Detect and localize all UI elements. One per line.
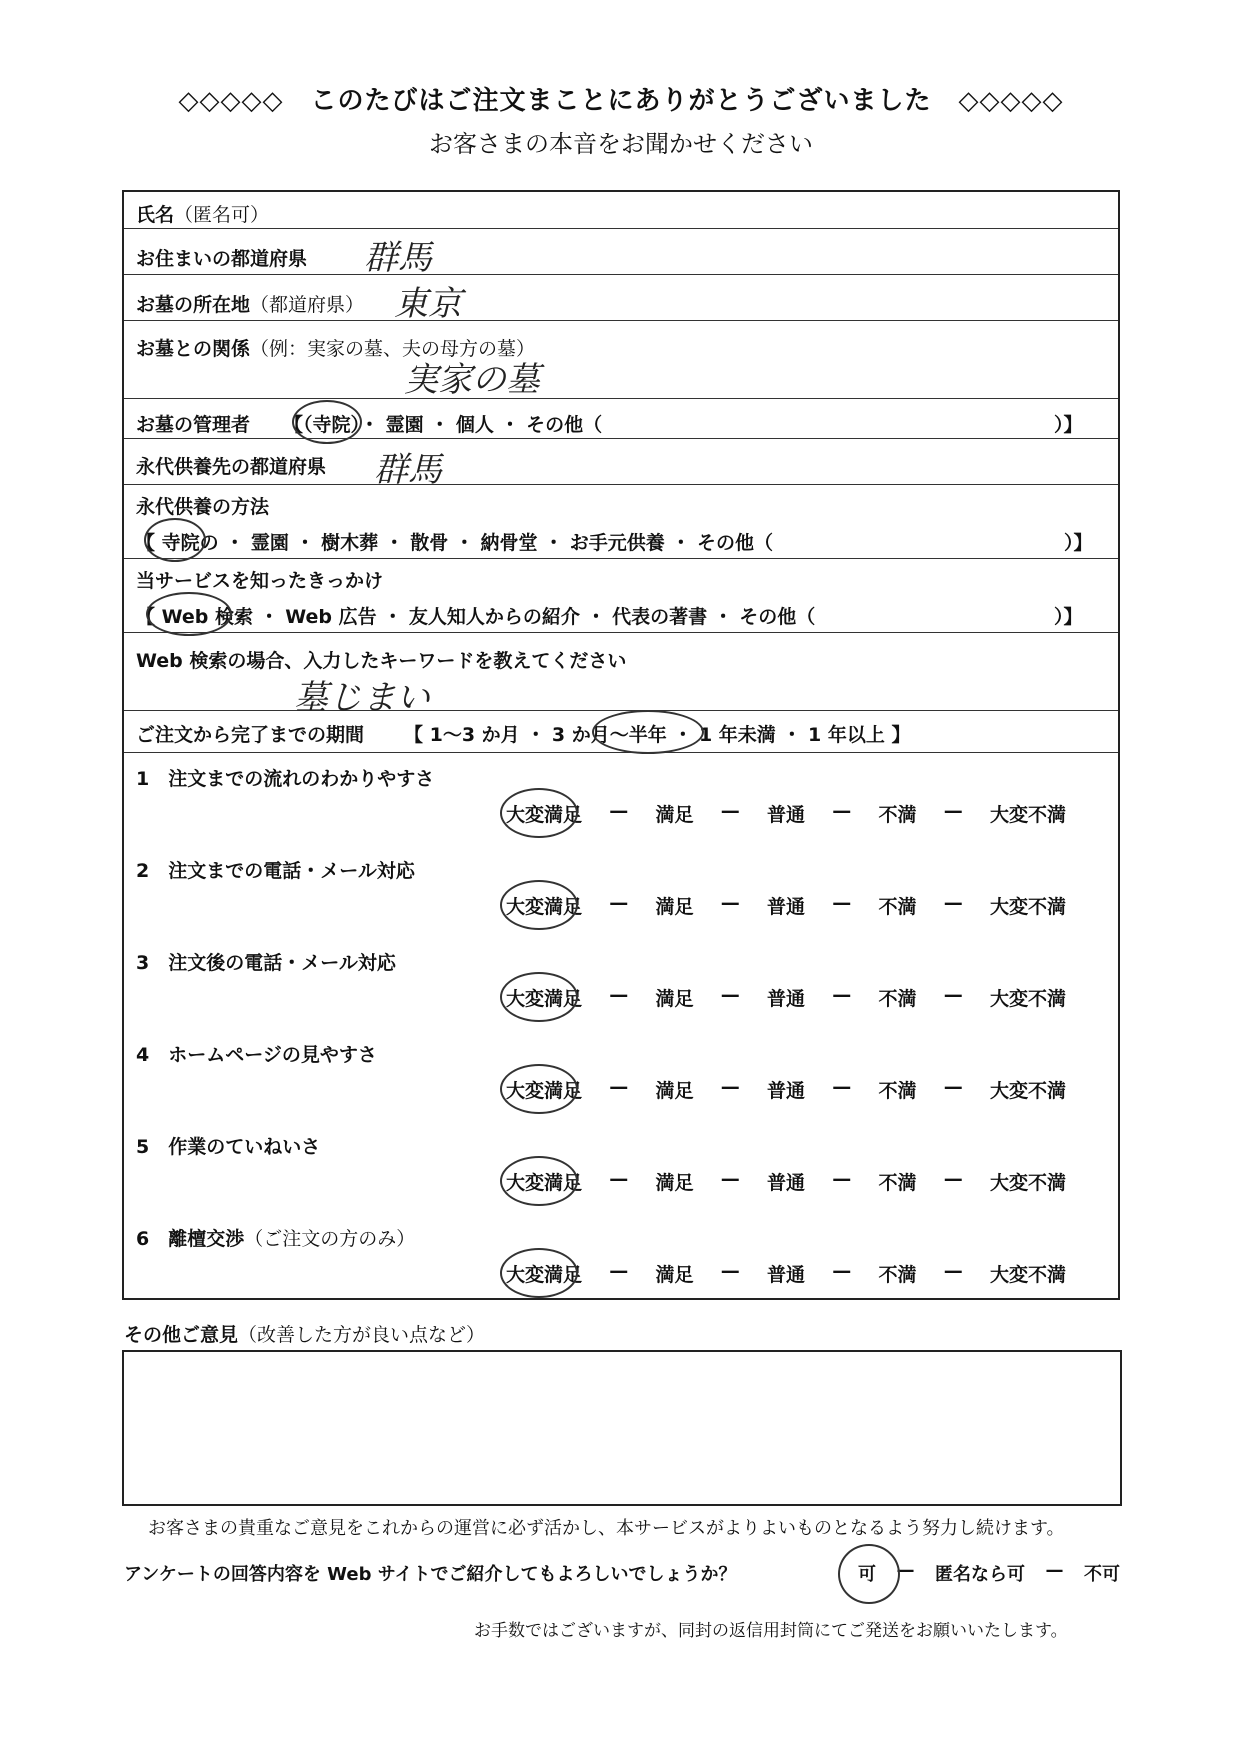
eitai-method-selected-circle: [144, 518, 206, 562]
dash: —: [1045, 1560, 1064, 1581]
return-note: お手数ではございますが、同封の返信用封筒にてご発送をお願いいたします。: [474, 1621, 1068, 1641]
option-neutral[interactable]: 普通: [766, 1172, 805, 1194]
dash: —: [609, 1168, 629, 1190]
rating-1-selected-circle: [500, 788, 578, 838]
comments-field-label: [124, 1320, 485, 1347]
rating-scale-5[interactable]: [506, 1168, 1066, 1195]
option-very-satisfied[interactable]: 大変満足: [506, 988, 583, 1010]
period-selected-circle: [592, 710, 704, 754]
name-field[interactable]: [136, 200, 269, 227]
row-divider: [124, 558, 1118, 559]
rating-scale-3[interactable]: [506, 984, 1066, 1011]
option-satisfied[interactable]: 満足: [655, 896, 694, 918]
option-satisfied[interactable]: 満足: [655, 1264, 694, 1286]
question-text: ホームページの見やすさ: [168, 1044, 377, 1066]
option-very-satisfied[interactable]: 大変満足: [506, 896, 583, 918]
dash: —: [720, 1168, 740, 1190]
keyword-value[interactable]: 墓じまい: [294, 678, 430, 718]
option-very-dissatisfied[interactable]: 大変不満: [989, 988, 1066, 1010]
dash: —: [943, 1260, 963, 1282]
rating-scale-2[interactable]: [506, 892, 1066, 919]
option-dissatisfied[interactable]: 不満: [878, 804, 917, 826]
rating-3-selected-circle: [500, 972, 578, 1022]
relation-label: お墓との関係: [136, 338, 251, 360]
option-neutral[interactable]: 普通: [766, 1080, 805, 1102]
comments-label: その他ご意見: [124, 1324, 239, 1346]
question-1: [136, 764, 434, 791]
row-divider: [124, 632, 1118, 633]
question-number: 1: [136, 768, 150, 790]
comments-note: （改善した方が良い点など）: [238, 1324, 486, 1346]
name-note: （匿名可）: [174, 204, 270, 226]
option-very-satisfied[interactable]: 大変満足: [506, 1264, 583, 1286]
eitai-method-close-bracket: ）】: [1064, 532, 1093, 554]
rating-4-selected-circle: [500, 1064, 578, 1114]
prefecture-label: お住まいの都道府県: [136, 248, 308, 270]
grave-location-label: お墓の所在地: [136, 294, 251, 316]
eitai-method-label: 永代供養の方法: [136, 496, 270, 518]
dash: —: [720, 800, 740, 822]
rating-6-selected-circle: [500, 1248, 578, 1298]
option-neutral[interactable]: 普通: [766, 804, 805, 826]
manager-selected-circle: [292, 400, 362, 444]
question-number: 5: [136, 1136, 150, 1158]
name-label: 氏名: [136, 204, 175, 226]
dash: —: [832, 1168, 852, 1190]
prefecture-value[interactable]: 群馬: [364, 238, 432, 278]
relation-value[interactable]: 実家の墓: [404, 360, 540, 400]
question-number: 3: [136, 952, 150, 974]
dash: —: [832, 892, 852, 914]
rating-scale-6[interactable]: [506, 1260, 1066, 1287]
grave-location-note: （都道府県）: [250, 294, 365, 316]
thanks-message: お客さまの貴重なご意見をこれからの運営に必ず活かし、本サービスがよりよいものとなるよう努力し続けます。: [148, 1518, 1065, 1539]
eitai-method-options[interactable]: 【 寺院の ・ 霊園 ・ 樹木葬 ・ 散骨 ・ 納骨堂 ・ お手元供養 ・ その他（: [136, 532, 773, 554]
option-satisfied[interactable]: 満足: [655, 988, 694, 1010]
question-text: 作業のていねいさ: [168, 1136, 321, 1158]
dash: —: [832, 800, 852, 822]
dash: —: [943, 892, 963, 914]
dash: —: [943, 800, 963, 822]
dash: —: [609, 1076, 629, 1098]
dash: —: [896, 1560, 915, 1581]
row-divider: [124, 398, 1118, 399]
discovery-close-bracket: ）】: [1054, 606, 1083, 628]
dash: —: [720, 1076, 740, 1098]
option-dissatisfied[interactable]: 不満: [878, 1172, 917, 1194]
row-divider: [124, 274, 1118, 275]
row-divider: [124, 752, 1118, 753]
comments-textarea[interactable]: [122, 1350, 1122, 1506]
permission-question: アンケートの回答内容を Web サイトでご紹介してもよろしいでしょうか？: [124, 1564, 737, 1585]
option-very-dissatisfied[interactable]: 大変不満: [989, 1172, 1066, 1194]
option-very-satisfied[interactable]: 大変満足: [506, 1080, 583, 1102]
question-note: （ご注文の方のみ）: [244, 1228, 416, 1250]
manager-close-bracket: ）】: [1054, 414, 1083, 436]
question-5: [136, 1132, 320, 1159]
discovery-selected-circle: [146, 592, 232, 636]
option-dissatisfied[interactable]: 不満: [878, 896, 917, 918]
option-satisfied[interactable]: 満足: [655, 804, 694, 826]
survey-form: [122, 190, 1120, 1300]
dash: —: [943, 1168, 963, 1190]
relation-note: （例：実家の墓、夫の母方の墓）: [250, 338, 536, 360]
dash: —: [720, 892, 740, 914]
question-text: 注文までの流れのわかりやすさ: [168, 768, 435, 790]
manager-options[interactable]: 【（寺院）・ 霊園 ・ 個人 ・ その他（: [284, 414, 603, 436]
row-divider: [124, 710, 1118, 711]
dash: —: [609, 1260, 629, 1282]
row-divider: [124, 438, 1118, 439]
option-dissatisfied[interactable]: 不満: [878, 1080, 917, 1102]
row-divider: [124, 484, 1118, 485]
question-2: [136, 856, 415, 883]
option-very-satisfied[interactable]: 大変満足: [506, 1172, 583, 1194]
permission-selected-circle: [838, 1544, 900, 1604]
question-4: [136, 1040, 377, 1067]
period-options[interactable]: 【 1～3 か月 ・ 3 か月～半年 ・ 1 年未満 ・ 1 年以上 】: [404, 724, 911, 746]
permission-option-no[interactable]: 不可: [1084, 1564, 1120, 1585]
question-text: 注文後の電話・メール対応: [168, 952, 396, 974]
option-very-dissatisfied[interactable]: 大変不満: [989, 1080, 1066, 1102]
option-very-dissatisfied[interactable]: 大変不満: [989, 804, 1066, 826]
option-satisfied[interactable]: 満足: [655, 1080, 694, 1102]
rating-5-selected-circle: [500, 1156, 578, 1206]
option-neutral[interactable]: 普通: [766, 1264, 805, 1286]
option-dissatisfied[interactable]: 不満: [878, 988, 917, 1010]
question-number: 4: [136, 1044, 150, 1066]
eitai-pref-value[interactable]: 群馬: [374, 450, 442, 490]
grave-location-value[interactable]: 東京: [394, 284, 462, 324]
discovery-label: 当サービスを知ったきっかけ: [136, 570, 384, 592]
question-text: 離檀交渉: [168, 1228, 245, 1250]
rating-2-selected-circle: [500, 880, 578, 930]
survey-subtitle: お客さまの本音をお聞かせください: [429, 130, 813, 158]
dash: —: [609, 892, 629, 914]
dash: —: [720, 1260, 740, 1282]
rating-scale-4[interactable]: [506, 1076, 1066, 1103]
question-text: 注文までの電話・メール対応: [168, 860, 415, 882]
permission-option-anonymous[interactable]: 匿名なら可: [935, 1564, 1025, 1585]
manager-label: お墓の管理者: [136, 414, 251, 436]
dash: —: [943, 1076, 963, 1098]
row-divider: [124, 320, 1118, 321]
option-neutral[interactable]: 普通: [766, 896, 805, 918]
dash: —: [832, 1076, 852, 1098]
dash: —: [609, 800, 629, 822]
dash: —: [832, 1260, 852, 1282]
option-very-satisfied[interactable]: 大変満足: [506, 804, 583, 826]
dash: —: [609, 984, 629, 1006]
dash: —: [943, 984, 963, 1006]
question-number: 6: [136, 1228, 150, 1250]
option-neutral[interactable]: 普通: [766, 988, 805, 1010]
question-6: [136, 1224, 415, 1251]
discovery-options[interactable]: 【 Web 検索 ・ Web 広告 ・ 友人知人からの紹介 ・ 代表の著書 ・ その他（: [136, 606, 816, 628]
grave-location-field: [136, 290, 364, 317]
question-number: 2: [136, 860, 150, 882]
period-label: ご注文から完了までの期間: [136, 724, 365, 746]
dash: —: [832, 984, 852, 1006]
option-very-dissatisfied[interactable]: 大変不満: [989, 1264, 1066, 1286]
option-dissatisfied[interactable]: 不満: [878, 1264, 917, 1286]
option-very-dissatisfied[interactable]: 大変不満: [989, 896, 1066, 918]
keyword-label: Web 検索の場合、入力したキーワードを教えてください: [136, 650, 627, 672]
permission-option-yes[interactable]: 可: [858, 1564, 876, 1585]
question-3: [136, 948, 396, 975]
rating-scale-1[interactable]: [506, 800, 1066, 827]
row-divider: [124, 228, 1118, 229]
survey-title: ◇◇◇◇◇ このたびはご注文まことにありがとうございました ◇◇◇◇◇: [178, 86, 1064, 116]
dash: —: [720, 984, 740, 1006]
eitai-pref-label: 永代供養先の都道府県: [136, 456, 327, 478]
option-satisfied[interactable]: 満足: [655, 1172, 694, 1194]
